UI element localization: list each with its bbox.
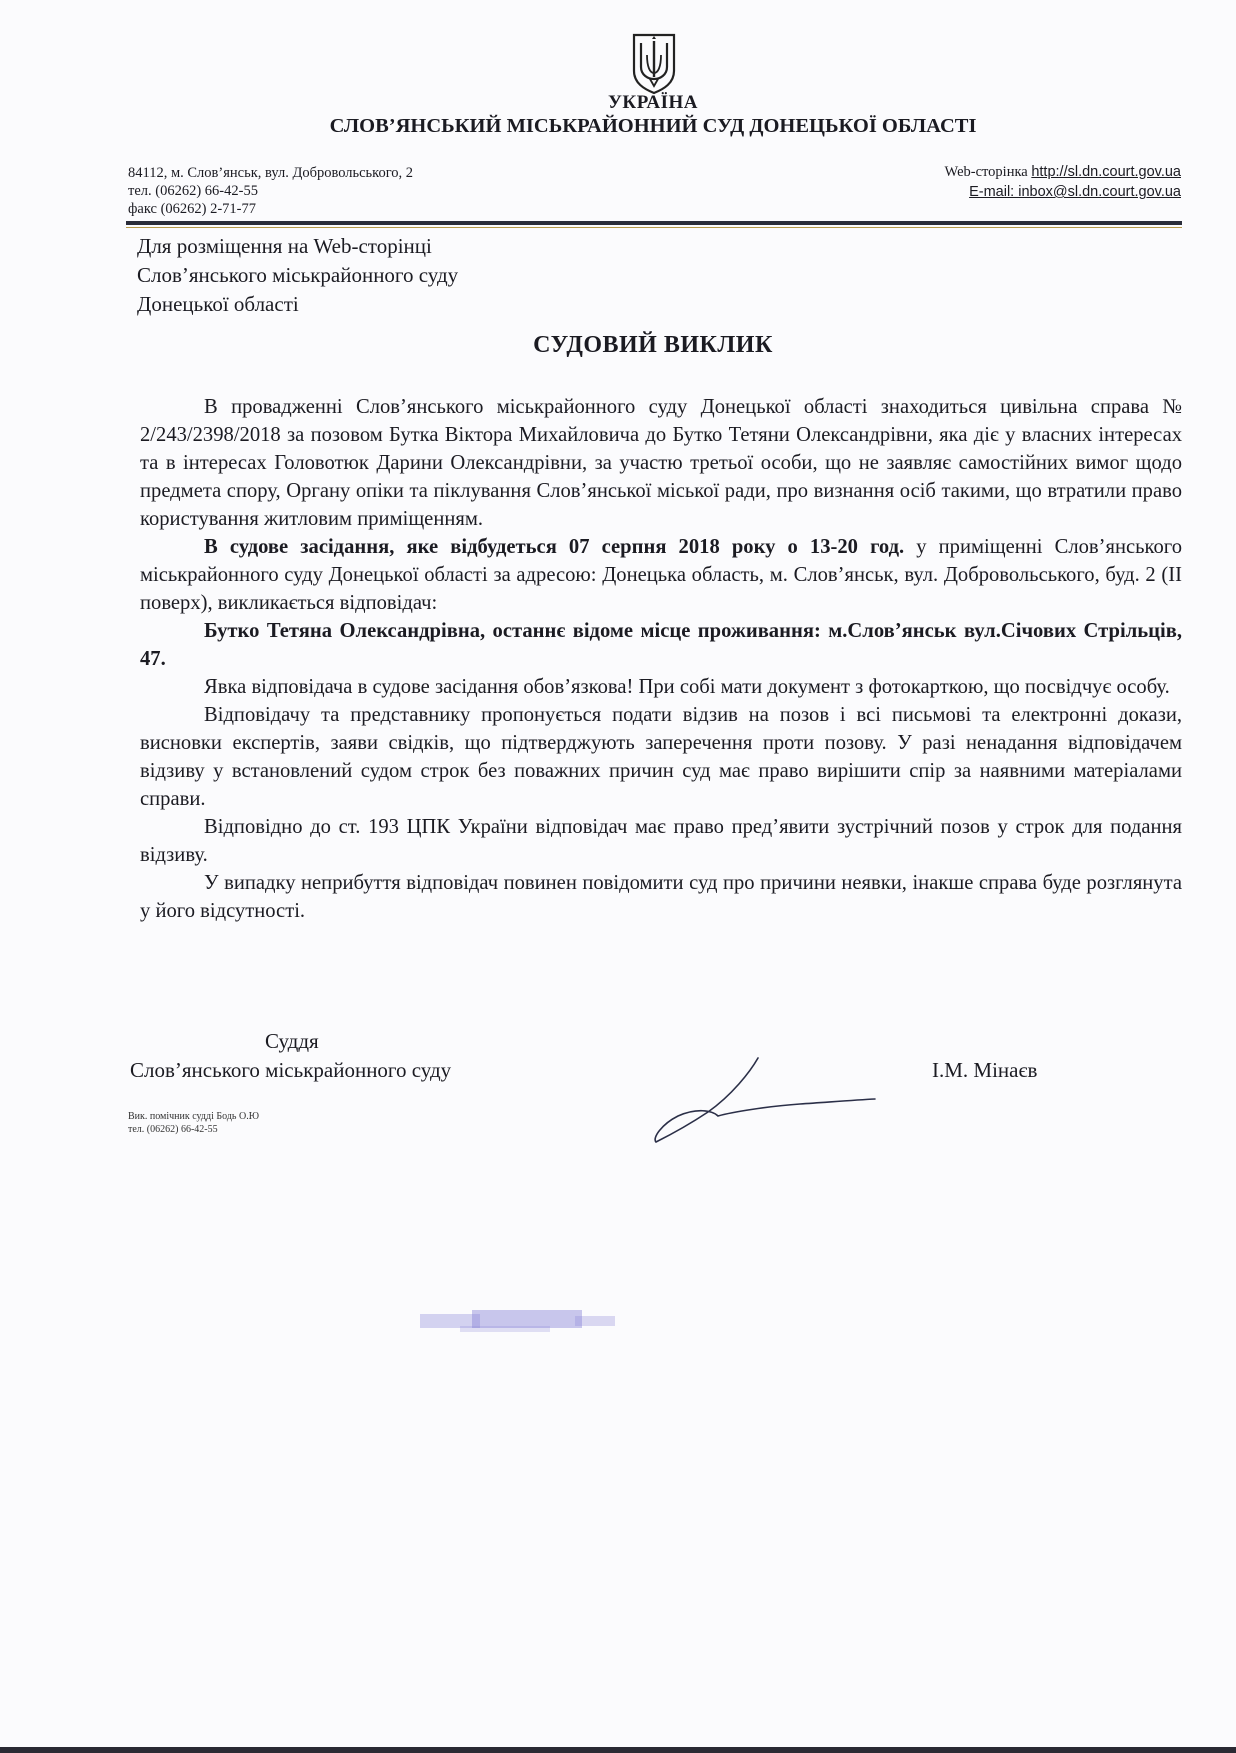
absence-paragraph: У випадку неприбуття відповідач повинен повідомити суд про причини неявки, інакше справа буде розглянута у його відсутності. bbox=[140, 872, 1182, 922]
executor-phone: тел. (06262) 66-42-55 bbox=[128, 1124, 218, 1135]
destination-line: Для розміщення на Web-сторінці bbox=[137, 234, 432, 258]
judge-name: І.М. Мінаєв bbox=[932, 1058, 1038, 1082]
destination-line: Слов’янського міськрайонного суду bbox=[137, 263, 459, 287]
counterclaim-paragraph: Відповідно до ст. 193 ЦПК України відповідач має право пред’явити зустрічний позов у строк для подання відзиву. bbox=[140, 816, 1182, 866]
hearing-location-text: у приміщенні Слов’янського міськрайонного суду Донецької області за адресою: Донецька область, м. Слов’янськ, вул. Добровольського, буд. 2 (ІІ поверх), викликається відповідач: bbox=[140, 536, 1182, 614]
trident-coat-of-arms-icon bbox=[630, 33, 678, 95]
court-phone: тел. (06262) 66-42-55 bbox=[128, 183, 258, 199]
handwritten-signature bbox=[650, 1050, 880, 1150]
hearing-paragraph bbox=[140, 533, 1182, 617]
defendant-text: Бутко Тетяна Олександрівна, останнє відоме місце проживання: м.Слов’янськ вул.Січових Стрільців, 47. bbox=[140, 620, 1182, 670]
court-address: 84112, м. Слов’янськ, вул. Добровольського, 2 bbox=[128, 165, 414, 181]
judge-court: Слов’янського міськрайонного суду bbox=[130, 1058, 452, 1082]
web-label: Web-сторінка bbox=[944, 164, 1028, 180]
document-title: СУДОВИЙ ВИКЛИК bbox=[533, 332, 773, 358]
court-online-contacts bbox=[945, 162, 1181, 202]
court-contacts bbox=[128, 164, 413, 218]
court-fax: факс (06262) 2-71-77 bbox=[128, 201, 257, 217]
email-link[interactable]: E-mail: inbox@sl.dn.court.gov.ua bbox=[969, 184, 1181, 200]
header-divider-accent bbox=[126, 227, 1182, 228]
executor-name: Вик. помічник судді Бодь О.Ю bbox=[128, 1111, 259, 1122]
judge-title: Суддя bbox=[265, 1029, 319, 1053]
country-heading: УКРАЇНА bbox=[607, 92, 698, 113]
case-paragraph: В провадженні Слов’янського міськрайонного суду Донецької області знаходиться цивільна справа № 2/243/2398/2018 за позовом Бутка Віктора Михайловича до Бутко Тетяни Олександрівни, яка діє у власних інтересах та в інтересах Головотюк Дарини Олександрівни, за участю третьої особи, що не заявляє самостійних вимог щодо предмета спору, Органу опіки та піклування Слов’янської міської ради, про визнання осіб такими, що втратили право користування житловим приміщенням. bbox=[140, 396, 1182, 530]
destination-block bbox=[137, 232, 458, 319]
court-name-heading: СЛОВ’ЯНСЬКИЙ МІСЬКРАЙОННИЙ СУД ДОНЕЦЬКОЇ ОБЛАСТІ bbox=[329, 115, 977, 137]
web-link[interactable]: http://sl.dn.court.gov.ua bbox=[1031, 164, 1181, 180]
response-paragraph: Відповідачу та представнику пропонується подати відзив на позов і всі письмові та електронні докази, висновки експертів, заяви свідків, що підтверджують заперечення проти позову. У разі ненадання відповідачем відзиву у встановлений судом строк без поважних причин суд має право вирішити спір за наявними матеріалами справи. bbox=[140, 704, 1182, 810]
scan-edge bbox=[0, 1747, 1236, 1753]
defendant-paragraph bbox=[140, 617, 1182, 673]
destination-line: Донецької області bbox=[137, 292, 299, 316]
summons-body bbox=[140, 393, 1182, 925]
executor-note bbox=[128, 1110, 259, 1136]
faded-stamp-mark bbox=[400, 1300, 640, 1345]
hearing-date-text: В судове засідання, яке відбудеться 07 серпня 2018 року о 13-20 год. bbox=[204, 536, 905, 558]
header-divider bbox=[126, 221, 1182, 225]
attendance-paragraph: Явка відповідача в судове засідання обов’язкова! При собі мати документ з фотокарткою, що посвідчує особу. bbox=[204, 676, 1170, 698]
